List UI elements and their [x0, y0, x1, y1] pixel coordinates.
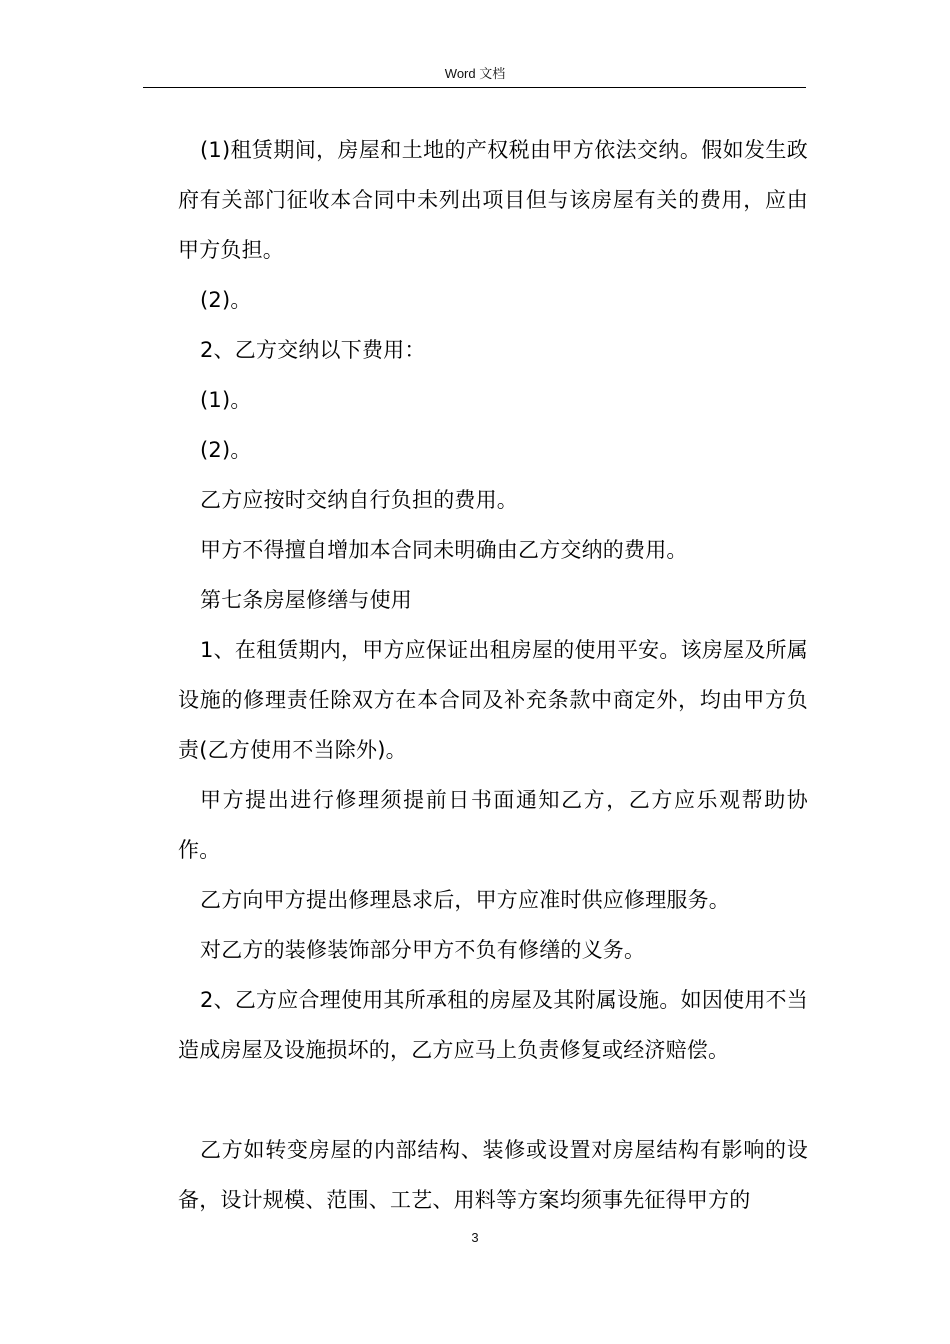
document-body	[178, 125, 808, 1225]
header-divider	[143, 87, 806, 88]
paragraph: 甲方不得擅自增加本合同未明确由乙方交纳的费用。	[200, 538, 688, 562]
paragraph: 2、乙方应合理使用其所承租的房屋及其附属设施。如因使用不当造成房屋及设施损坏的，乙方应马上负责修复或经济赔偿。	[178, 988, 808, 1062]
paragraph: (2)。	[200, 438, 252, 462]
paragraph: 乙方应按时交纳自行负担的费用。	[200, 488, 518, 512]
paragraph: 乙方向甲方提出修理恳求后，甲方应准时供应修理服务。	[200, 888, 730, 912]
paragraph: (1)租赁期间，房屋和土地的产权税由甲方依法交纳。假如发生政府有关部门征收本合同中未列出项目但与该房屋有关的费用，应由甲方负担。	[178, 138, 808, 262]
paragraph: 乙方如转变房屋的内部结构、装修或设置对房屋结构有影响的设备，设计规模、范围、工艺、用料等方案均须事先征得甲方的	[178, 1138, 808, 1212]
paragraph: (2)。	[200, 288, 252, 312]
paragraph: 甲方提出进行修理须提前日书面通知乙方，乙方应乐观帮助协作。	[178, 788, 808, 862]
page-number: 3	[471, 1230, 479, 1245]
blank-line	[178, 1075, 808, 1125]
page-header-title: Word 文档	[444, 66, 506, 81]
paragraph: 对乙方的装修装饰部分甲方不负有修缮的义务。	[200, 938, 646, 962]
section-heading: 第七条房屋修缮与使用	[200, 588, 412, 612]
paragraph: (1)。	[200, 388, 252, 412]
paragraph: 2、乙方交纳以下费用：	[200, 338, 426, 362]
paragraph: 1、在租赁期内，甲方应保证出租房屋的使用平安。该房屋及所属设施的修理责任除双方在本合同及补充条款中商定外，均由甲方负责(乙方使用不当除外)。	[178, 638, 808, 762]
